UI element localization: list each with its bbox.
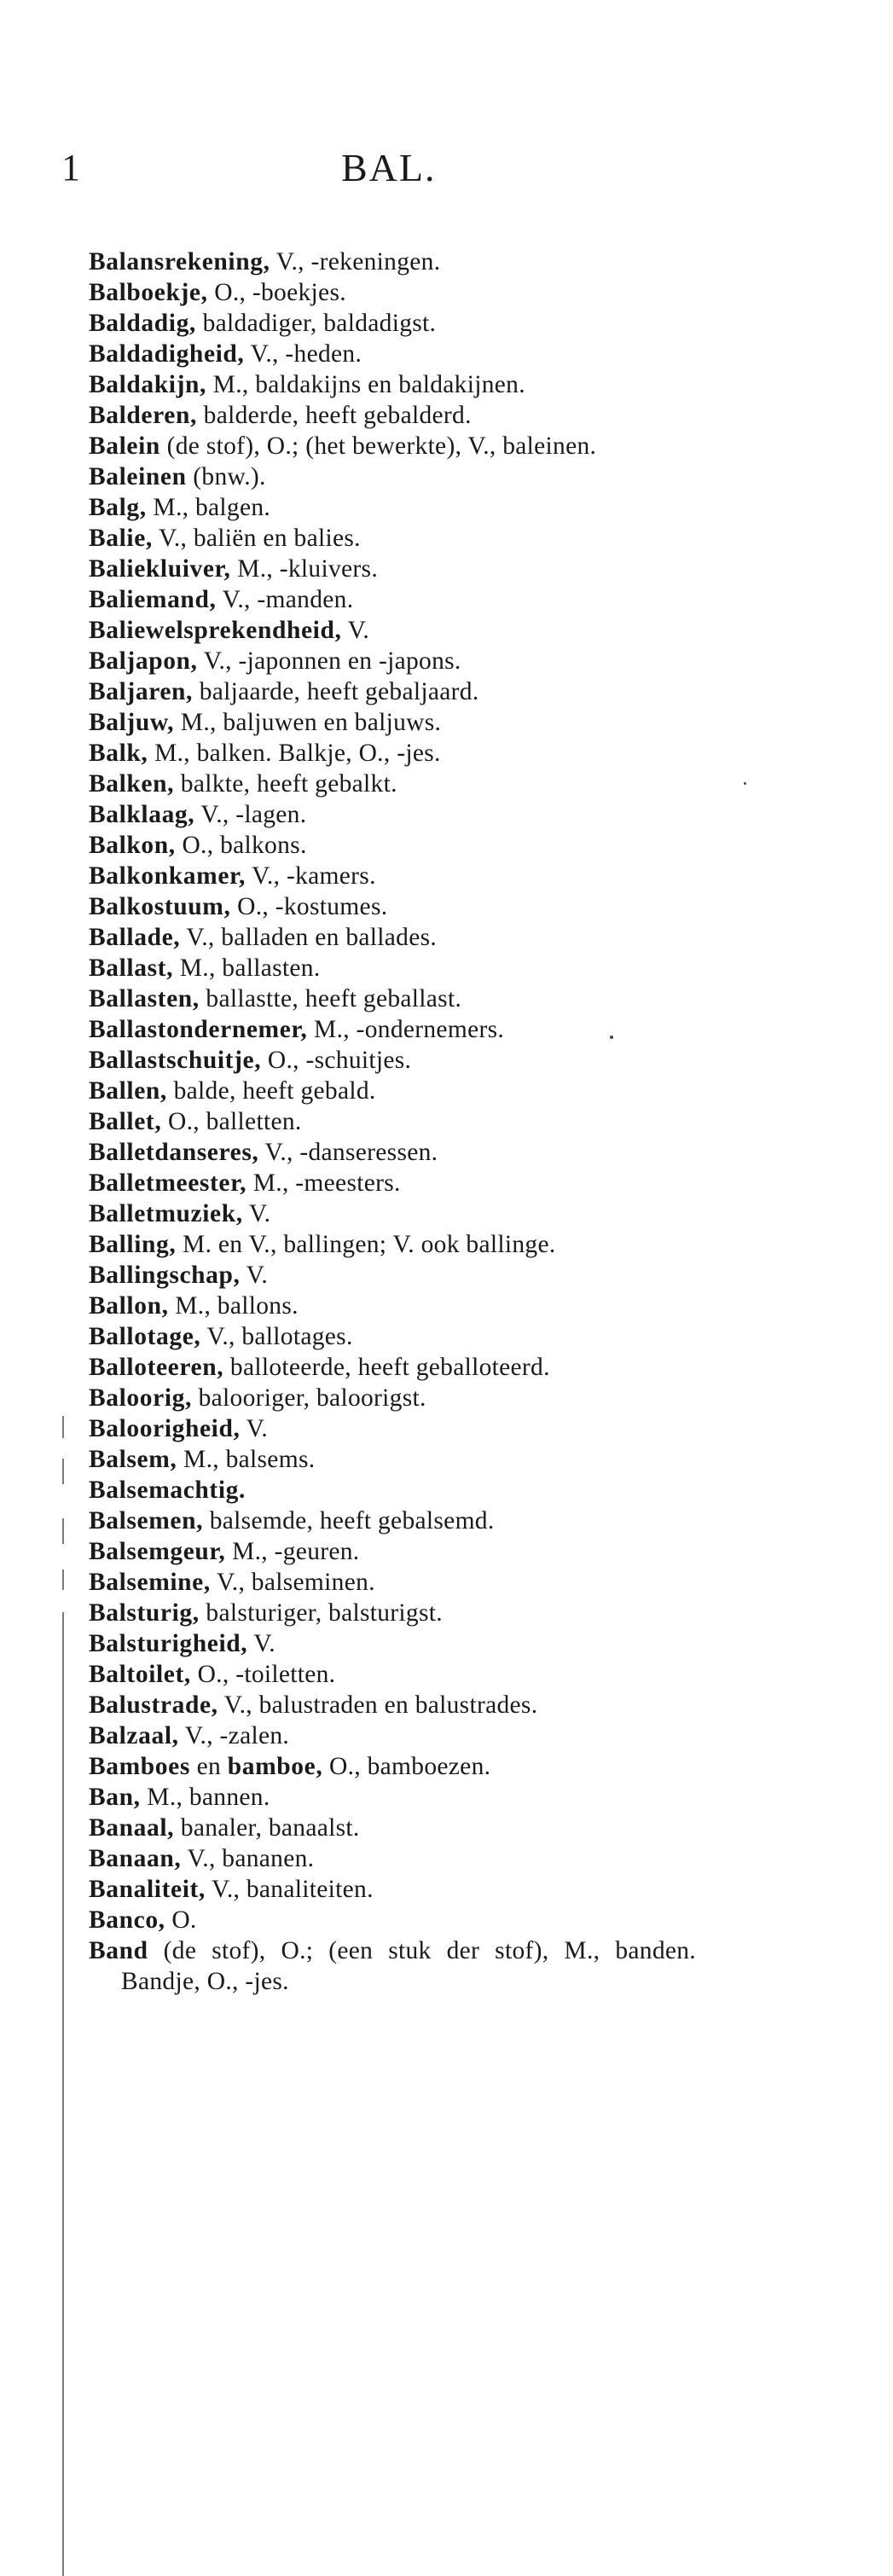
dictionary-entry (89, 1751, 696, 1782)
entry-list (89, 247, 696, 1997)
dictionary-entry (89, 830, 696, 861)
entry-definition: V., banaliteiten. (205, 1876, 374, 1903)
entry-headword: Balling, (89, 1231, 177, 1258)
entry-definition: M., balgen. (146, 494, 271, 521)
entry-headword: Balkonkamer, (89, 862, 246, 890)
dictionary-entry (89, 1444, 696, 1475)
dictionary-entry (89, 1659, 696, 1690)
entry-headword: Balkon, (89, 832, 176, 859)
dictionary-entry (89, 1229, 696, 1260)
entry-definition: V. (240, 1262, 269, 1289)
dictionary-entry (89, 799, 696, 830)
entry-headword: Band (89, 1937, 148, 1964)
entry-headword: Balklaag, (89, 801, 195, 828)
entry-headword: Balie, (89, 525, 153, 552)
dictionary-entry (89, 400, 696, 431)
entry-definition: O., -boekjes. (207, 279, 346, 306)
dictionary-entry (89, 1106, 696, 1137)
dictionary-entry (89, 891, 696, 922)
dictionary-entry (89, 1413, 696, 1444)
entry-definition: V., balladen en ballades. (180, 924, 438, 951)
entry-headword: Baldakijn, (89, 371, 206, 398)
dictionary-entry (89, 861, 696, 891)
entry-headword: Ballotage, (89, 1323, 201, 1350)
entry-definition: balde, heeft gebald. (166, 1077, 376, 1105)
entry-definition: M. en V., ballingen; V. ook ballinge. (176, 1231, 556, 1258)
page-header (0, 147, 893, 198)
entry-definition: V., -manden. (216, 586, 354, 613)
entry-headword: Balderen, (89, 402, 197, 429)
dictionary-entry (89, 1352, 696, 1383)
entry-definition: balsemde, heeft gebalsemd. (203, 1507, 495, 1535)
entry-definition: M., -meesters. (246, 1169, 401, 1197)
dictionary-entry (89, 615, 696, 646)
dictionary-entry (89, 1598, 696, 1628)
entry-definition: V., baliën en balies. (152, 525, 361, 552)
entry-headword: Balg, (89, 494, 147, 521)
entry-definition: (de stof), O.; (een stuk der stof), M., banden. Bandje, O., -jes. (121, 1937, 696, 1995)
entry-definition: O., -kostumes. (230, 893, 388, 920)
dictionary-entry (89, 584, 696, 615)
margin-mark (62, 1459, 64, 1484)
entry-headword: Ballastschuitje, (89, 1047, 262, 1074)
entry-definition: V., -heden. (244, 340, 362, 368)
dictionary-entry (89, 1843, 696, 1874)
entry-headword: Ballast, (89, 954, 174, 982)
entry-definition: en (189, 1753, 228, 1780)
entry-headword: Baliekluiver, (89, 555, 231, 583)
entry-headword: Balustrade, (89, 1691, 218, 1719)
dictionary-entry (89, 1137, 696, 1168)
entry-headword: Balsturigheid, (89, 1630, 248, 1657)
entry-definition: M., -geuren. (225, 1538, 360, 1565)
dictionary-entry (89, 953, 696, 983)
dictionary-entry (89, 1536, 696, 1567)
entry-definition: M., ballasten. (173, 954, 321, 982)
entry-headword: Baliewelsprekendheid, (89, 617, 342, 644)
entry-definition: baljaarde, heeft gebaljaard. (193, 678, 479, 705)
entry-headword: Balein (89, 432, 160, 460)
dictionary-entry (89, 1506, 696, 1536)
entry-definition: V., -zalen. (178, 1722, 290, 1749)
dictionary-entry (89, 1874, 696, 1905)
entry-headword: Balsemgeur, (89, 1538, 226, 1565)
print-speck (610, 1036, 613, 1039)
entry-definition: V., bananen. (181, 1845, 315, 1872)
entry-headword: Bamboes (89, 1753, 190, 1780)
entry-headword: Baldadigheid, (89, 340, 245, 368)
dictionary-entry (89, 769, 696, 799)
dictionary-entry (89, 983, 696, 1014)
dictionary-entry (89, 1291, 696, 1321)
dictionary-entry (89, 738, 696, 769)
entry-definition: M., bannen. (140, 1784, 270, 1811)
entry-headword: Ballastondernemer, (89, 1016, 308, 1043)
dictionary-entry (89, 523, 696, 554)
dictionary-entry (89, 1690, 696, 1720)
entry-headword: Baleinen (89, 463, 187, 490)
dictionary-entry (89, 1045, 696, 1076)
entry-definition: V., balseminen. (210, 1569, 375, 1596)
dictionary-entry (89, 1720, 696, 1751)
entry-headword: Balsemachtig. (89, 1477, 246, 1504)
dictionary-entry (89, 277, 696, 308)
entry-headword: Ballon, (89, 1292, 169, 1320)
entry-definition: balooriger, baloorigst. (191, 1384, 426, 1412)
dictionary-entry (89, 1782, 696, 1813)
entry-definition: O., bamboezen. (322, 1753, 491, 1780)
entry-headword: Balletmuziek, (89, 1200, 243, 1227)
entry-definition: O., -schuitjes. (261, 1047, 412, 1074)
entry-definition: balderde, heeft gebalderd. (196, 402, 472, 429)
dictionary-entry (89, 1076, 696, 1106)
entry-headword: Baljapon, (89, 647, 198, 675)
entry-headword: Banaliteit, (89, 1876, 206, 1903)
entry-headword: Balboekje, (89, 279, 208, 306)
entry-headword: Baldadig, (89, 310, 196, 337)
margin-mark (62, 1612, 64, 2576)
entry-headword: Balletmeester, (89, 1169, 247, 1197)
entry-headword: Balk, (89, 740, 148, 767)
entry-headword: Ban, (89, 1784, 141, 1811)
entry-definition: balloteerde, heeft geballoteerd. (223, 1354, 550, 1381)
entry-headword: Balzaal, (89, 1722, 179, 1749)
dictionary-entry (89, 339, 696, 369)
entry-headword: Banaan, (89, 1845, 182, 1872)
entry-definition: banaler, banaalst. (174, 1814, 360, 1842)
dictionary-entry (89, 369, 696, 400)
entry-headword: Baloorigheid, (89, 1415, 241, 1442)
dictionary-entry (89, 922, 696, 953)
dictionary-entry (89, 1935, 696, 1997)
entry-definition: V., balustraden en balustrades. (217, 1691, 538, 1719)
dictionary-entry (89, 1321, 696, 1352)
dictionary-entry (89, 1567, 696, 1598)
entry-definition: M., balken. Balkje, O., -jes. (148, 740, 441, 767)
entry-definition: V., -rekeningen. (270, 248, 441, 276)
entry-headword: Balsturig, (89, 1599, 200, 1627)
entry-headword: Ballasten, (89, 985, 200, 1012)
margin-mark (62, 1416, 64, 1438)
entry-headword: Balkostuum, (89, 893, 231, 920)
dictionary-entry (89, 461, 696, 492)
entry-definition: V., -japonnen en -japons. (197, 647, 461, 675)
entry-definition: M., baljuwen en baljuws. (174, 709, 442, 736)
dictionary-entry (89, 431, 696, 461)
entry-definition: M., -ondernemers. (307, 1016, 505, 1043)
entry-headword: Balansrekening, (89, 248, 270, 276)
dictionary-entry (89, 492, 696, 523)
dictionary-entry (89, 1383, 696, 1413)
print-speck (744, 782, 746, 785)
page-number: 1 (61, 147, 80, 189)
entry-headword: Ballen, (89, 1077, 167, 1105)
entry-headword: Baljuw, (89, 709, 175, 736)
entry-headword: Baltoilet, (89, 1661, 191, 1688)
dictionary-entry (89, 247, 696, 277)
entry-headword: Balsem, (89, 1446, 177, 1473)
margin-mark (62, 1569, 64, 1590)
entry-definition: O. (165, 1906, 197, 1934)
entry-headword: Ballade, (89, 924, 181, 951)
entry-headword: Banaal, (89, 1814, 175, 1842)
dictionary-entry (89, 1628, 696, 1659)
dictionary-entry (89, 1475, 696, 1506)
dictionary-entry (89, 554, 696, 584)
entry-definition: ballastte, heeft geballast. (199, 985, 462, 1012)
dictionary-entry (89, 676, 696, 707)
dictionary-entry (89, 646, 696, 676)
entry-headword: Balletdanseres, (89, 1139, 259, 1166)
entry-definition: M., balsems. (177, 1446, 316, 1473)
entry-definition: O., balletten. (161, 1108, 302, 1135)
entry-definition: M., -kluivers. (230, 555, 378, 583)
entry-headword: Baloorig, (89, 1384, 192, 1412)
entry-headword: Banco, (89, 1906, 165, 1934)
entry-headword: Balsemen, (89, 1507, 204, 1535)
dictionary-entry (89, 1198, 696, 1229)
entry-definition: M., baldakijns en baldakijnen. (206, 371, 525, 398)
entry-definition: V. (247, 1630, 275, 1657)
dictionary-entry (89, 1260, 696, 1291)
entry-headword: Baljaren, (89, 678, 194, 705)
entry-definition: baldadiger, baldadigst. (195, 310, 437, 337)
entry-definition: balsturiger, balsturigst. (199, 1599, 443, 1627)
entry-definition: O., -toiletten. (190, 1661, 336, 1688)
entry-definition: V. (240, 1415, 269, 1442)
dictionary-entry (89, 1014, 696, 1045)
margin-mark (62, 1518, 64, 1544)
entry-definition: V., -kamers. (245, 862, 376, 890)
entry-definition: V. (242, 1200, 271, 1227)
entry-headword: Ballet, (89, 1108, 162, 1135)
entry-headword: Balsemine, (89, 1569, 211, 1596)
entry-headword: Ballingschap, (89, 1262, 241, 1289)
running-head: BAL. (341, 146, 437, 189)
entry-headword: Balken, (89, 770, 175, 798)
dictionary-entry (89, 1813, 696, 1843)
entry-headword: Balloteeren, (89, 1354, 224, 1381)
entry-definition: (de stof), O.; (het bewerkte), V., baleinen. (159, 432, 597, 460)
dictionary-entry (89, 308, 696, 339)
entry-headword-variant: bamboe, (227, 1753, 323, 1780)
dictionary-entry (89, 1905, 696, 1935)
entry-definition: V., -lagen. (194, 801, 307, 828)
entry-definition: M., ballons. (168, 1292, 299, 1320)
entry-definition: balkte, heeft gebalkt. (174, 770, 397, 798)
entry-headword: Baliemand, (89, 586, 217, 613)
entry-definition: V., -danseressen. (258, 1139, 438, 1166)
dictionary-entry (89, 1168, 696, 1198)
entry-definition: V. (341, 617, 370, 644)
entry-definition: O., balkons. (175, 832, 307, 859)
dictionary-entry (89, 707, 696, 738)
entry-definition: (bnw.). (186, 463, 266, 490)
entry-definition: V., ballotages. (200, 1323, 353, 1350)
